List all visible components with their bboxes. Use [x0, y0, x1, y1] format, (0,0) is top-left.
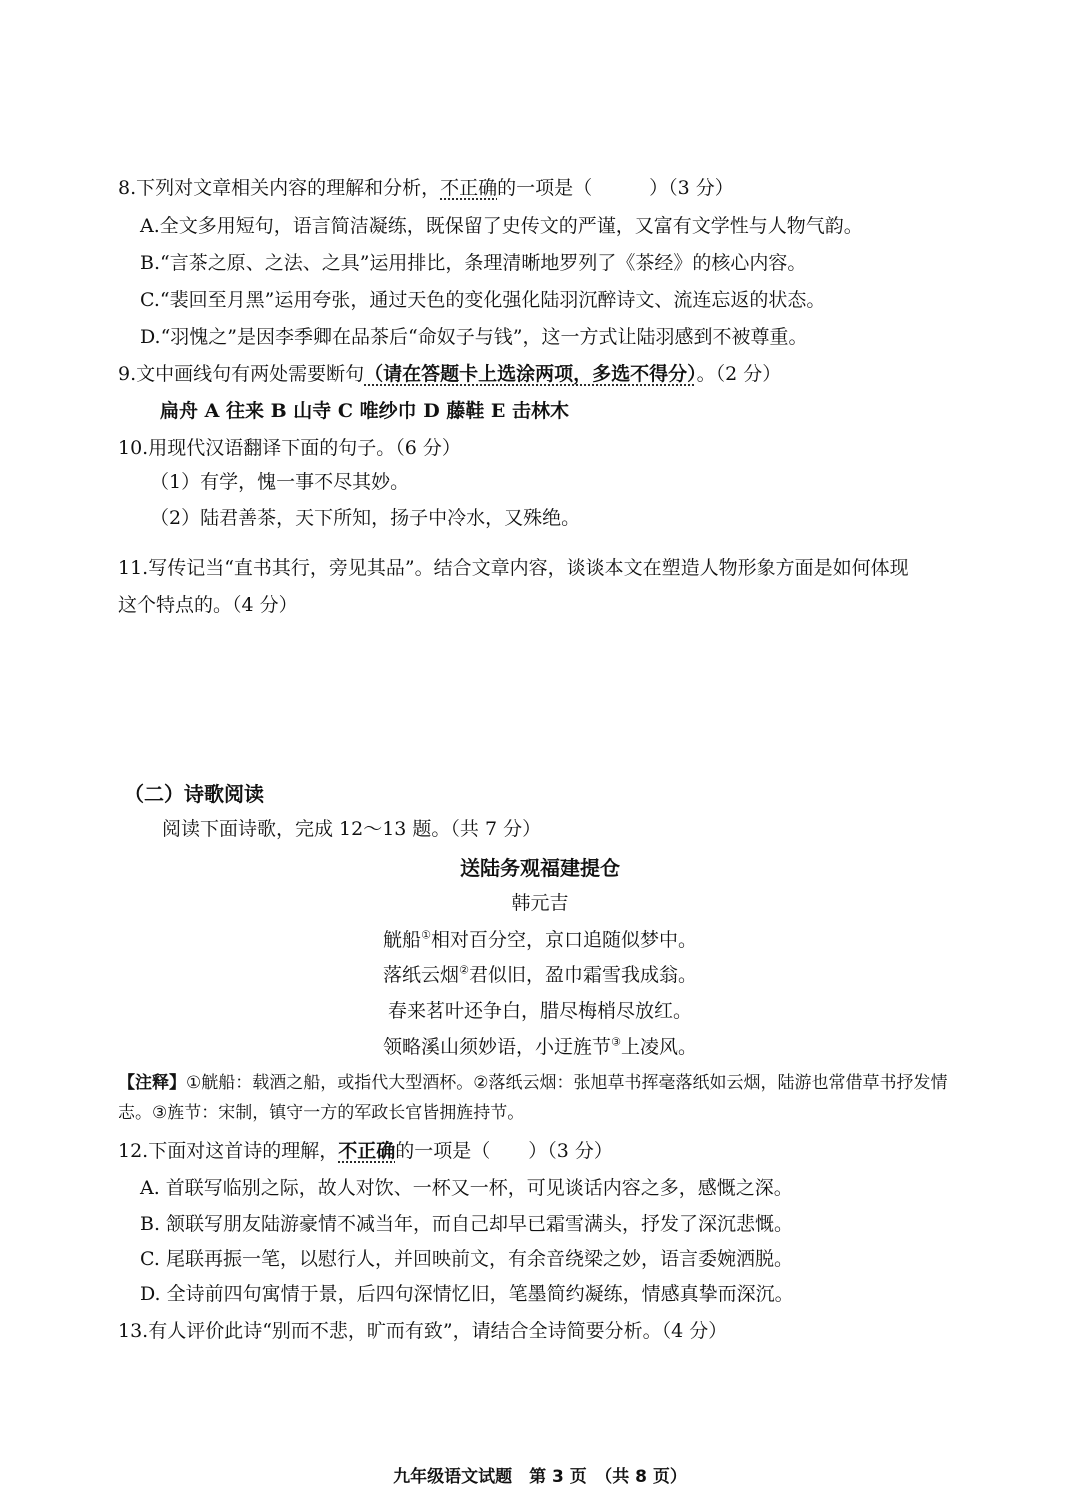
q9-stem-text: 9.文中画线句有两处需要断句 [118, 363, 365, 385]
q8-stem-tail: 的一项是（ ）（3 分） [497, 177, 734, 199]
q9-emphasis: （请在答题卡上选涂两项，多选不得分） [364, 363, 697, 385]
question-8-stem [118, 175, 734, 201]
poem-line-2-b: 君似旧，盈巾霜雪我成翁。 [468, 964, 697, 986]
question-9-stem [118, 361, 781, 387]
q8-option-c: C.“裴回至月黑”运用夸张，通过天色的变化强化陆羽沉醉诗文、流连忘返的状态。 [140, 289, 826, 311]
poem-line-1 [0, 925, 1080, 952]
q12-option-a: A. 首联写临别之际，故人对饮、一杯又一杯，可见谈话内容之多，感慨之深。 [140, 1177, 793, 1199]
poem-line-3 [0, 996, 1080, 1023]
poem-author: 韩元吉 [511, 892, 569, 914]
poem-title: 送陆务观福建提仓 [460, 856, 620, 880]
poem-line-1-b: 相对百分空，京口追随似梦中。 [430, 929, 697, 951]
poem-notes [118, 1068, 978, 1128]
q10-item-1: （1）有学，愧一事不尽其妙。 [150, 471, 410, 493]
q12-stem-text: 12.下面对这首诗的理解， [118, 1140, 339, 1162]
q8-option-d: D.“羽愧之”是因李季卿在品茶后“命奴子与钱”，这一方式让陆羽感到不被尊重。 [140, 326, 808, 348]
q12-stem-tail: 的一项是（ ）（3 分） [395, 1140, 613, 1162]
question-12-stem [118, 1138, 613, 1164]
note-mark-1: ① [421, 928, 431, 942]
poem-line-4-b: 上凌风。 [620, 1036, 697, 1058]
question-11-line-1: 11.写传记当“直书其行，旁见其品”。结合文章内容，谈谈本文在塑造人物形象方面是如何体现 [118, 557, 909, 579]
note-mark-2: ② [459, 963, 469, 977]
section-instruction: 阅读下面诗歌，完成 12～13 题。（共 7 分） [162, 818, 542, 840]
notes-text: ①觥船：载酒之船，或指代大型酒杯。②落纸云烟：张旭草书挥毫落纸如云烟，陆游也常借草书抒发情志。③旌节：宋制，镇守一方的军政长官皆拥旌持节。 [118, 1073, 948, 1123]
poem-line-1-a: 觥船 [383, 929, 422, 951]
poem-line-2 [0, 960, 1080, 987]
q8-emphasis: 不正确 [440, 177, 498, 199]
question-13-stem: 13.有人评价此诗“别而不悲，旷而有致”，请结合全诗简要分析。（4 分） [118, 1320, 728, 1342]
q12-option-c: C. 尾联再振一笔，以慰行人，并回映前文，有余音绕梁之妙，语言委婉洒脱。 [140, 1248, 793, 1270]
q8-option-a: A.全文多用短句，语言简洁凝练，既保留了史传文的严谨，又富有文学性与人物气韵。 [140, 215, 863, 237]
notes-head: 【注释】 [118, 1073, 186, 1093]
poem-line-3-a: 春来茗叶还争白，腊尽梅梢尽放红。 [387, 1000, 692, 1022]
q8-stem-text: 8.下列对文章相关内容的理解和分析， [118, 177, 441, 199]
q12-option-d: D. 全诗前四句寓情于景，后四句深情忆旧，笔墨简约凝练，情感真挚而深沉。 [140, 1283, 794, 1305]
section-title-poetry: （二）诗歌阅读 [124, 782, 264, 806]
q12-emphasis: 不正确 [338, 1140, 396, 1162]
q8-option-b: B.“言茶之原、之法、之具”运用排比，条理清晰地罗列了《茶经》的核心内容。 [140, 252, 807, 274]
poem-line-2-a: 落纸云烟 [383, 964, 460, 986]
page-footer: 九年级语文试题 第 3 页 （共 8 页） [393, 1467, 687, 1487]
q10-item-2: （2）陆君善茶，天下所知，扬子中冷水，又殊绝。 [150, 507, 581, 529]
poem-line-4-a: 领略溪山须妙语，小迂旌节 [383, 1036, 612, 1058]
q9-segments: 扁舟 A 往来 B 山寺 C 唯纱巾 D 藤鞋 E 击林木 [160, 400, 570, 422]
note-mark-3: ③ [611, 1035, 621, 1049]
q12-option-b: B. 颔联写朋友陆游豪情不减当年，而自己却早已霜雪满头，抒发了深沉悲慨。 [140, 1213, 794, 1235]
q9-stem-tail: 。（2 分） [696, 363, 782, 385]
poem-line-4 [0, 1032, 1080, 1059]
question-11-line-2: 这个特点的。（4 分） [118, 594, 298, 616]
question-10-stem: 10.用现代汉语翻译下面的句子。（6 分） [118, 437, 461, 459]
